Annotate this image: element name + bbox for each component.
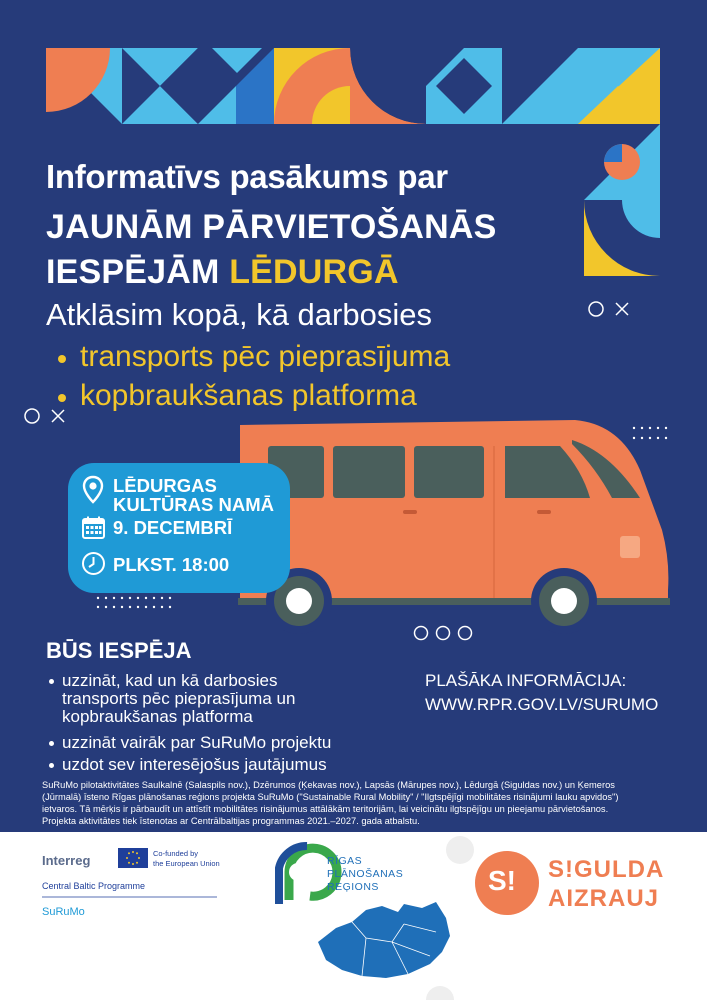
van-illustration [238,420,670,634]
opportunities-title: BŪS IESPĒJA [46,638,192,663]
fine-print-line: (Jūrmalā) īsteno Rīgas plānošanas reģions projekta SuRuMo ("Sustainable Rural Mobility" / "Ilgtspējīgi mobilitātes risinājumi lauku apvidos") [42,792,619,802]
sigulda-slogan-line2: AIZRAUJ [548,885,660,912]
project-name: SuRuMo [42,906,85,918]
rpr-name-line1: RĪGAS [327,855,363,867]
eu-flag-icon [118,848,148,868]
event-time: PLKST. 18:00 [113,554,230,575]
headline-location: LĒDURGĀ [229,253,399,291]
eu-cofunded-line2: the European Union [153,859,220,868]
headline-main-line2-a: IESPĒJĀM [46,253,230,291]
fine-print-line: ietvaros. Tā mērķis ir pārbaudīt un attīstīt mobilitātes risinājumus attālākām teritorijām, lai veicinātu ilgtspējīgu un pieejamu pārvietošanos. [42,804,609,814]
subtitle: Atklāsim kopā, kā darbosies [46,297,432,332]
opportunity-item: uzzināt vairāk par SuRuMo projektu [62,733,332,752]
more-info-url[interactable]: WWW.RPR.GOV.LV/SURUMO [425,695,659,714]
opportunity-item-continued: kopbraukšanas platforma [62,707,253,726]
opportunity-item-continued: transports pēc pieprasījuma un [62,689,296,708]
clock-icon [81,551,106,576]
region-map [318,902,450,978]
calendar-icon [81,515,106,540]
footer-logos [0,832,707,1000]
programme-name: Central Baltic Programme [42,881,146,891]
headline-main-line2 [46,253,399,292]
sigulda-logo-mark: S! [488,865,516,896]
sigulda-slogan-line1: S!GULDA [548,856,665,883]
location-pin-icon [82,475,104,505]
rpr-name-line2: PLĀNOŠANAS [327,868,404,880]
rpr-name-line3: REĢIONS [327,881,379,893]
opportunity-item: uzzināt, kad un kā darbosies [62,671,278,690]
headline-main-line1: JAUNĀM PĀRVIETOŠANĀS [46,208,497,246]
more-info-label: PLAŠĀKA INFORMĀCIJA: [425,671,627,690]
event-place-line2: KULTŪRAS NAMĀ [113,494,274,515]
interreg-logo: Interreg [42,853,91,868]
event-date: 9. DECEMBRĪ [113,517,233,538]
highlight-item: transports pēc pieprasījuma [80,340,451,373]
fine-print-line: SuRuMo pilotaktivitātes Saulkalnē (Salaspils nov.), Dzērumos (Ķekavas nov.), Lapsās (Mārupes nov.), Lēdurgā (Siguldas nov.) un Ķemeros [42,780,615,790]
fine-print-line: Projekta aktivitātes tiek īstenotas ar Centrālbaltijas programmas 2021.–2027. gada atbalstu. [42,816,420,826]
eu-cofunded-line1: Co-funded by [153,849,199,858]
event-place-line1: LĒDURGAS [113,475,217,496]
event-info-box [68,463,290,593]
highlight-item: kopbraukšanas platforma [80,379,417,412]
headline-intro: Informatīvs pasākums par [46,158,448,195]
opportunity-item: uzdot sev interesējošus jautājumus [62,755,327,774]
